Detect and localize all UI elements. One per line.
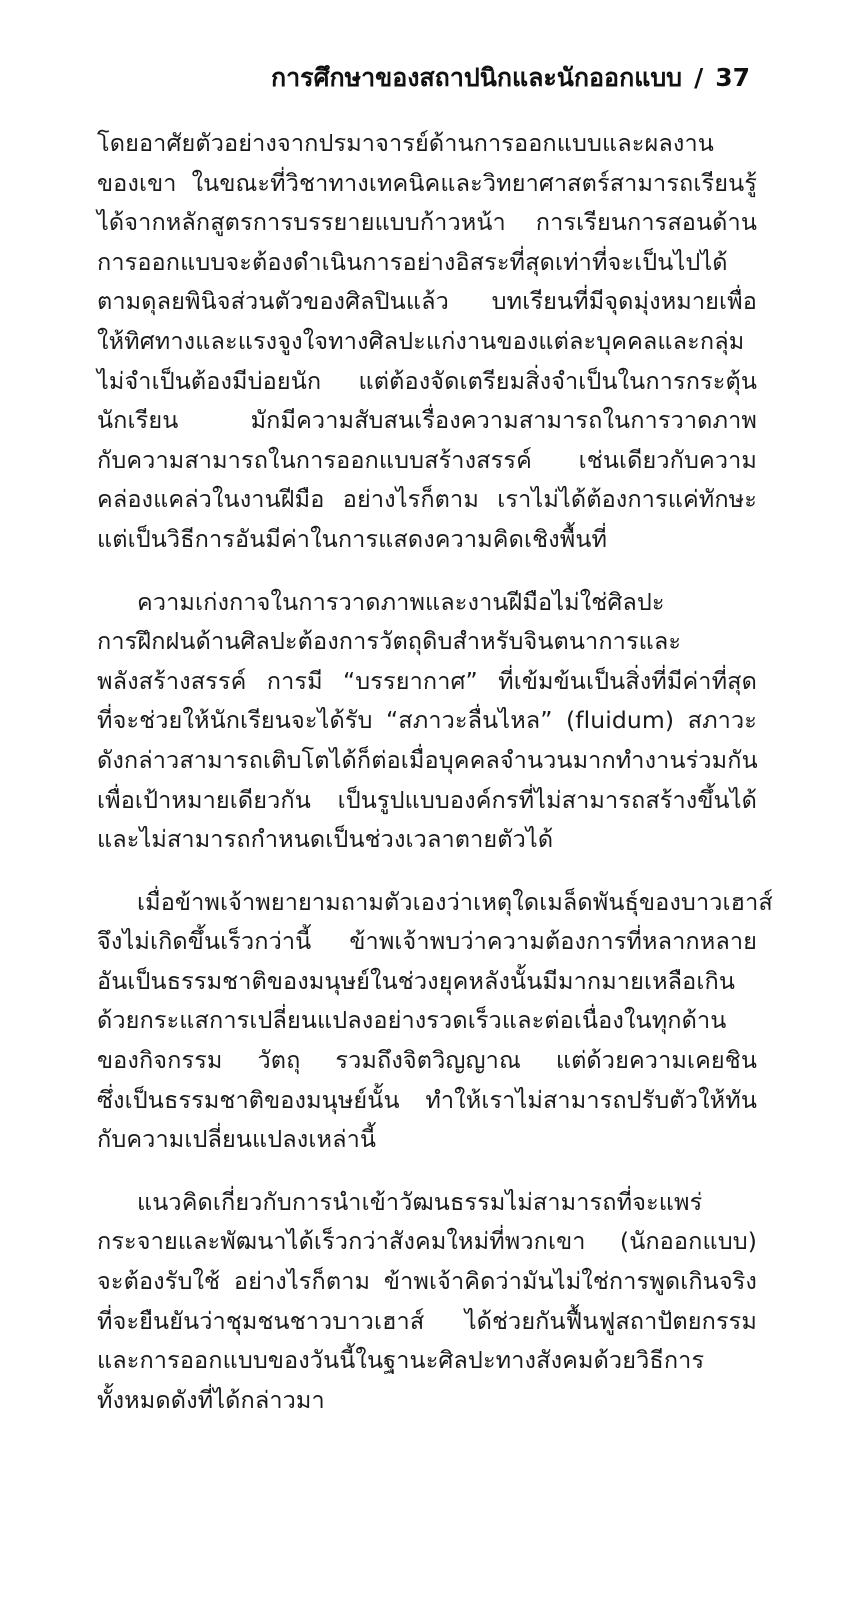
text-line: คล่องแคล่วในงานฝีมือ อย่างไรก็ตาม เราไม่ได้ต้องการแค่ทักษะ: [97, 485, 757, 514]
text-line: ทั้งหมดดังที่ได้กล่าวมา: [97, 1385, 325, 1414]
text-line: อันเป็นธรรมชาติของมนุษย์ในช่วงยุคหลังนั้นมีมากมายเหลือเกิน: [97, 966, 736, 995]
text-line: แต่เป็นวิธีการอันมีค่าในการแสดงความคิดเชิงพื้นที่: [97, 524, 608, 553]
paragraph: [97, 883, 773, 1160]
text-line: ความเก่งกาจในการวาดภาพและงานฝีมือไม่ใช่ศิลปะ: [137, 587, 665, 616]
text-line: ด้วยกระแสการเปลี่ยนแปลงอย่างรวดเร็วและต่อเนื่องในทุกด้าน: [97, 1006, 727, 1035]
text-line: โดยอาศัยตัวอย่างจากปรมาจารย์ด้านการออกแบบและผลงาน: [97, 129, 714, 157]
text-line: กับความสามารถในการออกแบบสร้างสรรค์ เช่นเดียวกับความ: [97, 445, 757, 474]
text-line: ที่จะช่วยให้นักเรียนจะได้รับ “สภาวะลื่นไหล” (fluidum) สภาวะ: [97, 706, 757, 735]
text-line: ที่จะยืนยันว่าชุมชนชาวบาวเฮาส์ ได้ช่วยกันฟื้นฟูสถาปัตยกรรม: [97, 1306, 757, 1335]
text-line: จึงไม่เกิดขึ้นเร็วกว่านี้ ข้าพเจ้าพบว่าความต้องการที่หลากหลาย: [97, 927, 757, 956]
paragraph: [97, 583, 757, 860]
text-line: พลังสร้างสรรค์ การมี “บรรยากาศ” ที่เข้มข้นเป็นสิ่งที่มีค่าที่สุด: [97, 666, 757, 695]
text-line: ซึ่งเป็นธรรมชาติของมนุษย์นั้น ทำให้เราไม่สามารถปรับตัวให้ทัน: [97, 1085, 757, 1114]
text-line: การออกแบบจะต้องดำเนินการอย่างอิสระที่สุดเท่าที่จะเป็นไปได้: [97, 247, 728, 276]
text-line: กระจายและพัฒนาได้เร็วกว่าสังคมใหม่ที่พวกเขา (นักออกแบบ): [97, 1227, 757, 1256]
running-header-title: การศึกษาของสถาปนิกและนักออกแบบ: [270, 63, 683, 92]
text-line: จะต้องรับใช้ อย่างไรก็ตาม ข้าพเจ้าคิดว่ามันไม่ใช่การพูดเกินจริง: [97, 1267, 757, 1296]
text-line: ของกิจกรรม วัตถุ รวมถึงจิตวิญญาณ แต่ด้วยความเคยชิน: [97, 1046, 757, 1075]
text-line: ดังกล่าวสามารถเติบโตได้ก็ต่อเมื่อบุคคลจำนวนมากทำงานร่วมกัน: [97, 745, 758, 774]
text-line: นักเรียน มักมีความสับสนเรื่องความสามารถในการวาดภาพ: [97, 406, 757, 435]
text-line: การฝึกฝนด้านศิลปะต้องการวัตถุดิบสำหรับจินตนาการและ: [97, 627, 682, 656]
text-line: ตามดุลยพินิจส่วนตัวของศิลปินแล้ว บทเรียนที่มีจุดมุ่งหมายเพื่อ: [97, 287, 757, 316]
text-line: และไม่สามารถกำหนดเป็นช่วงเวลาตายตัวได้: [97, 825, 554, 854]
text-line: แนวคิดเกี่ยวกับการนำเข้าวัฒนธรรมไม่สามารถที่จะแพร่: [137, 1187, 703, 1216]
body-text: [97, 124, 773, 1443]
text-line: ไม่จำเป็นต้องมีบ่อยนัก แต่ต้องจัดเตรียมสิ่งจำเป็นในการกระตุ้น: [97, 366, 757, 395]
text-line: เพื่อเป้าหมายเดียวกัน เป็นรูปแบบองค์กรที่ไม่สามารถสร้างขึ้นได้: [97, 785, 757, 814]
text-line: ของเขา ในขณะที่วิชาทางเทคนิคและวิทยาศาสตร์สามารถเรียนรู้: [97, 168, 757, 197]
text-line: และการออกแบบของวันนี้ในฐานะศิลปะทางสังคมด้วยวิธีการ: [97, 1346, 705, 1375]
text-line: กับความเปลี่ยนแปลงเหล่านี้: [97, 1125, 377, 1154]
text-line: ให้ทิศทางและแรงจูงใจทางศิลปะแก่งานของแต่ละบุคคลและกลุ่ม: [97, 326, 745, 355]
running-header: [271, 62, 750, 94]
page-number: 37: [715, 63, 750, 92]
text-line: เมื่อข้าพเจ้าพยายามถามตัวเองว่าเหตุใดเมล็ดพันธุ์ของบาวเฮาส์: [137, 887, 773, 916]
paragraph: [97, 124, 757, 560]
paragraph: [97, 1183, 757, 1421]
running-header-separator: /: [694, 63, 704, 92]
text-line: ได้จากหลักสูตรการบรรยายแบบก้าวหน้า การเรียนการสอนด้าน: [97, 208, 757, 237]
